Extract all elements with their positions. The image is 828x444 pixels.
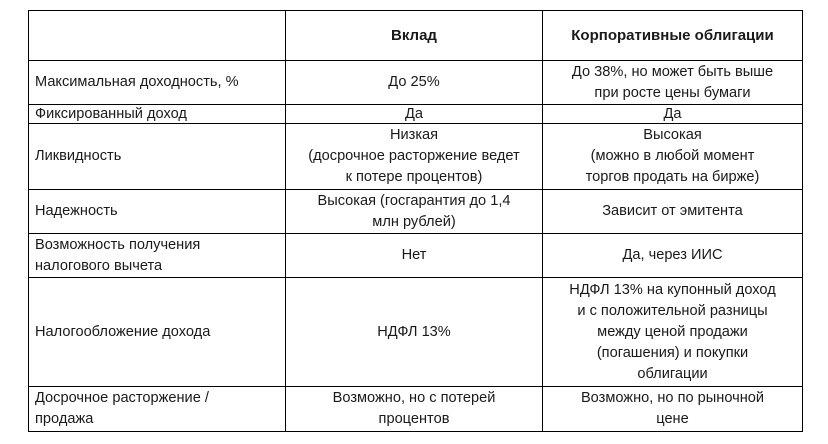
table-row xyxy=(29,387,803,432)
bonds-value-cell xyxy=(543,234,803,278)
cell-line: млн рублей) xyxy=(372,213,456,230)
cell-line: Надежность xyxy=(35,203,118,219)
cell-line: при росте цены бумаги xyxy=(594,84,751,101)
table-row xyxy=(29,278,803,387)
cell-line: Максимальная доходность, % xyxy=(35,74,239,90)
row-label-cell xyxy=(29,61,286,105)
cell-line: Ликвидность xyxy=(35,148,122,164)
cell-line: Возможно, но с потерей xyxy=(332,390,496,406)
table-row xyxy=(29,190,803,234)
cell-line: облигации xyxy=(637,365,708,382)
deposit-value-cell xyxy=(286,105,543,124)
row-label-cell xyxy=(29,387,286,432)
row-label-cell xyxy=(29,105,286,124)
bonds-value-cell xyxy=(543,105,803,124)
cell-line: (погашения) и покупки xyxy=(596,344,749,361)
deposit-value-cell xyxy=(286,387,543,432)
cell-line: Возможность получения xyxy=(35,236,201,253)
header-cell-deposit: Вклад xyxy=(286,11,543,61)
cell-line: торгов продать на бирже) xyxy=(585,169,760,185)
row-label-cell xyxy=(29,278,286,387)
header-row xyxy=(29,11,803,61)
cell-line: между ценой продажи xyxy=(597,323,748,340)
deposit-value-cell xyxy=(286,234,543,278)
bonds-value-cell xyxy=(543,387,803,432)
cell-line: и с положительной разницы xyxy=(577,302,768,319)
header-cell-empty xyxy=(29,11,286,61)
cell-line: До 25% xyxy=(388,74,440,90)
header-cell-bonds: Корпоративные облигации xyxy=(543,11,803,61)
cell-line: Высокая (госгарантия до 1,4 xyxy=(317,192,511,209)
cell-line: Зависит от эмитента xyxy=(602,203,743,219)
cell-line: Нет xyxy=(401,247,427,263)
bonds-value-cell xyxy=(543,61,803,105)
table-row xyxy=(29,234,803,278)
cell-line: НДФЛ 13% на купонный доход xyxy=(569,281,776,298)
deposit-value-cell xyxy=(286,278,543,387)
cell-line: Высокая xyxy=(643,127,702,143)
cell-line: Низкая xyxy=(389,127,439,143)
cell-line: НДФЛ 13% xyxy=(377,323,451,340)
row-label-cell xyxy=(29,124,286,190)
cell-line: продажа xyxy=(35,411,94,427)
row-label-cell xyxy=(29,234,286,278)
cell-line: Да, через ИИС xyxy=(622,247,723,263)
cell-line: (досрочное расторжение ведет xyxy=(308,148,520,164)
bonds-value-cell xyxy=(543,124,803,190)
table-row xyxy=(29,61,803,105)
cell-line: (можно в любой момент xyxy=(590,148,755,164)
cell-line: Досрочное расторжение / xyxy=(35,390,209,406)
bonds-value-cell xyxy=(543,190,803,234)
cell-line: Да xyxy=(405,106,423,122)
row-label-cell xyxy=(29,190,286,234)
table-row xyxy=(29,105,803,124)
cell-line: До 38%, но может быть выше xyxy=(571,63,774,80)
comparison-table xyxy=(28,10,803,432)
deposit-value-cell xyxy=(286,61,543,105)
cell-line: налогового вычета xyxy=(35,257,163,274)
cell-line: процентов xyxy=(378,411,450,427)
cell-line: к потере процентов) xyxy=(345,169,483,185)
cell-line: Да xyxy=(663,106,682,122)
cell-line: Налогообложение дохода xyxy=(35,323,211,340)
bonds-value-cell xyxy=(543,278,803,387)
table-row xyxy=(29,124,803,190)
deposit-value-cell xyxy=(286,124,543,190)
deposit-value-cell xyxy=(286,190,543,234)
cell-line: цене xyxy=(656,411,689,427)
cell-line: Фиксированный доход xyxy=(35,106,187,122)
cell-line: Возможно, но по рыночной xyxy=(580,390,765,406)
